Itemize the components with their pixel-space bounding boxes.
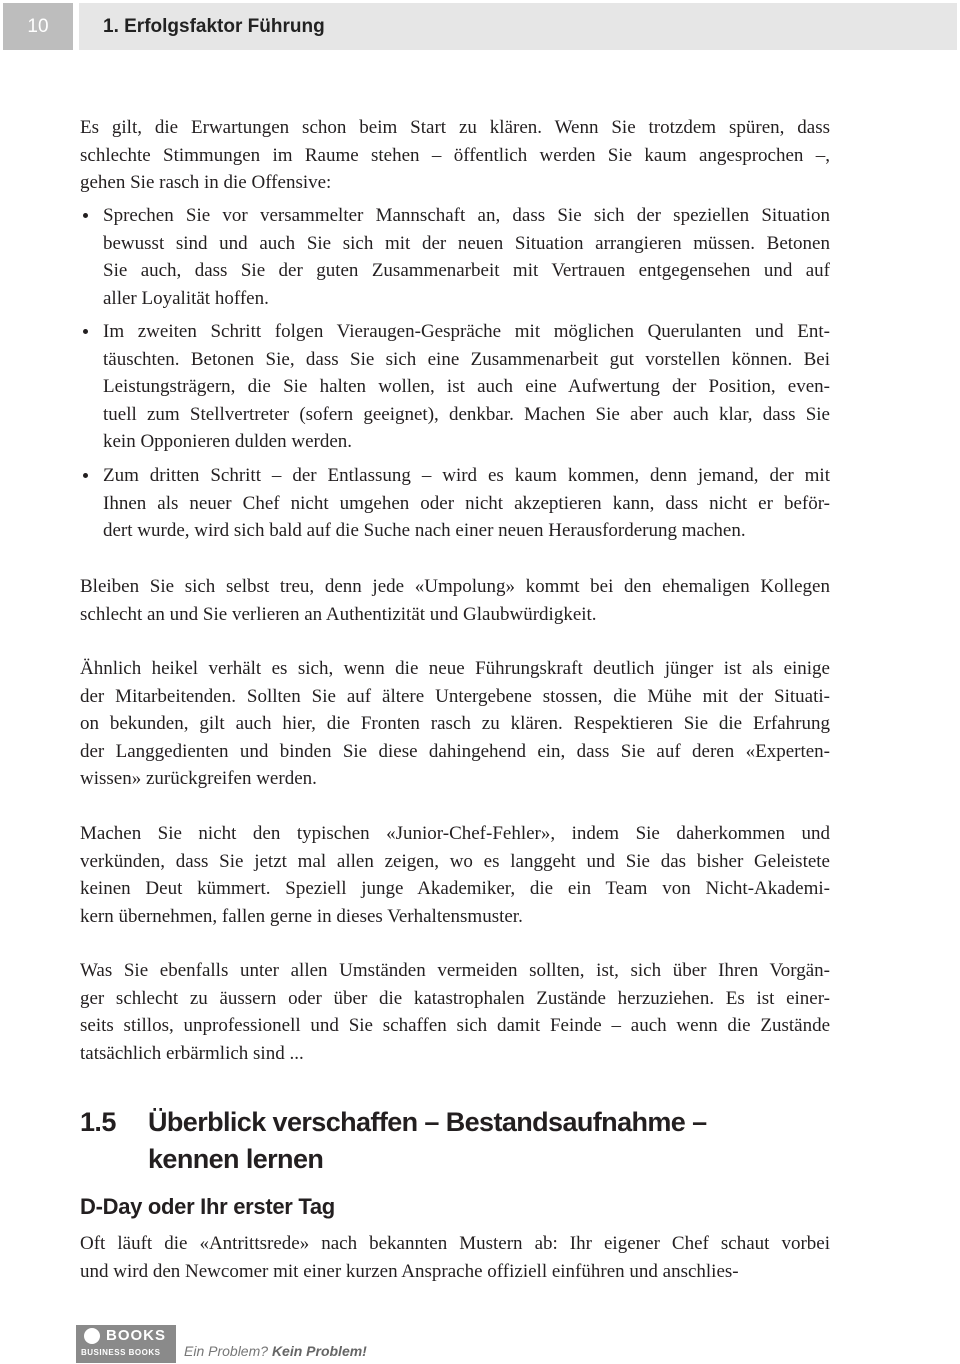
text-line: kern übernehmen, fallen gerne in dieses Verhaltensmuster. <box>80 905 523 927</box>
text-line: Leistungsträgern, die Sie halten wollen, ist auch eine Aufwertung der Position, even- <box>103 376 830 398</box>
footer-slogan <box>184 1343 367 1359</box>
section-title-line: kennen lernen <box>148 1144 324 1174</box>
text-line: Es gilt, die Erwartungen schon beim Start zu klären. Wenn Sie trotzdem spüren, dass <box>80 117 830 138</box>
publisher-logo <box>76 1325 176 1363</box>
text-line: Bleiben Sie sich selbst treu, denn jede «Umpolung» kommt bei den ehemaligen Kollegen <box>80 576 830 597</box>
paragraph <box>80 114 830 197</box>
section-number: 1.5 <box>80 1107 116 1137</box>
section-title-line: Überblick verschaffen – Bestandsaufnahme – <box>148 1107 707 1137</box>
text-line: Oft läuft die «Antrittsrede» nach bekannten Mustern ab: Ihr eigener Chef schaut vorbei <box>80 1233 830 1254</box>
text-line: gehen Sie rasch in die Offensive: <box>80 172 332 194</box>
logo-subtext: BUSINESS BOOKS <box>81 1348 161 1357</box>
bullet-item <box>103 462 830 545</box>
bullet-icon <box>83 213 88 218</box>
paragraph <box>80 1230 830 1285</box>
text-line: verkünden, dass Sie jetzt mal allen zeigen, wo es langgeht und Sie das bisher Geleistete <box>80 850 830 872</box>
text-line: Ihnen als neuer Chef nicht umgehen oder nicht akzeptieren kann, dass nicht er beför- <box>103 492 830 514</box>
text-line: wissen» zurückgreifen werden. <box>80 768 317 790</box>
text-line: aller Loyalität hoffen. <box>103 287 269 309</box>
text-line: der Langgedienten und binden Sie diese dahingehend ein, dass Sie auf deren «Experten- <box>80 740 830 762</box>
bullet-icon <box>83 473 88 478</box>
text-line: dert wurde, wird sich bald auf die Suche nach einer neuen Herausforderung machen. <box>103 520 746 542</box>
running-header: 1. Erfolgsfaktor Führung <box>79 3 957 50</box>
text-line: schlechte Stimmungen im Raume stehen – öffentlich werden Sie kaum angesprochen –, <box>80 144 830 166</box>
text-line: seits stillos, unprofessionell und Sie schaffen sich damit Feinde – auch wenn die Zustände <box>80 1015 830 1037</box>
logo-emblem-icon <box>84 1328 100 1344</box>
text-line: tuell zum Stellvertreter (sofern geeignet), denkbar. Machen Sie aber auch klar, dass Sie <box>103 403 830 425</box>
slogan-answer: Kein Problem! <box>271 1343 367 1359</box>
slogan-question: Ein Problem? <box>184 1343 269 1359</box>
text-line: Machen Sie nicht den typischen «Junior-Chef-Fehler», indem Sie daherkommen und <box>80 823 830 844</box>
text-line: tatsächlich erbärmlich sind ... <box>80 1042 304 1064</box>
logo-text: BOOKS <box>106 1327 167 1344</box>
paragraph <box>80 655 830 793</box>
subheading: D-Day oder Ihr erster Tag <box>80 1194 335 1219</box>
bullet-icon <box>83 329 88 334</box>
text-line: und wird den Newcomer mit einer kurzen Ansprache offiziell einführen und anschlies- <box>80 1260 739 1282</box>
text-line: täuschten. Betonen Sie, dass Sie sich eine Zusammenarbeit gut vorstellen können. Bei <box>103 348 830 370</box>
page-number: 10 <box>3 3 73 50</box>
text-line: bewusst sind und auch Sie sich mit der neuen Situation arrangieren müssen. Betonen <box>103 232 830 254</box>
text-line: keinen Deut kümmert. Speziell junge Akademiker, die ein Team von Nicht-Akademi- <box>80 878 830 900</box>
text-line: ger schlecht zu äussern oder über die katastrophalen Zustände herzuziehen. Es ist einer- <box>80 987 830 1009</box>
text-line: Im zweiten Schritt folgen Vieraugen-Gespräche mit möglichen Querulanten und Ent- <box>103 321 830 342</box>
bullet-item <box>103 318 830 456</box>
text-line: Zum dritten Schritt – der Entlassung – wird es kaum kommen, denn jemand, der mit <box>103 465 830 486</box>
bullet-item <box>103 202 830 312</box>
text-line: kein Opponieren dulden werden. <box>103 431 353 453</box>
text-line: Was Sie ebenfalls unter allen Umständen vermeiden sollten, ist, sich über Ihren Vorgän- <box>80 960 830 981</box>
text-line: der Mitarbeitenden. Sollten Sie auf ältere Untergebene stossen, die Mühe mit der Situati- <box>80 685 830 707</box>
text-line: schlecht an und Sie verlieren an Authentizität und Glaubwürdigkeit. <box>80 603 597 625</box>
text-line: Ähnlich heikel verhält es sich, wenn die neue Führungskraft deutlich jünger ist als einige <box>80 658 830 679</box>
text-line: on bekunden, gilt auch hier, die Fronten rasch zu klären. Respektieren Sie die Erfahrung <box>80 713 830 735</box>
text-line: Sie auch, dass Sie der guten Zusammenarbeit mit Vertrauen entgegensehen und auf <box>103 260 830 282</box>
paragraph <box>80 573 830 628</box>
paragraph <box>80 957 830 1067</box>
text-line: Sprechen Sie vor versammelter Mannschaft an, dass Sie sich der speziellen Situation <box>103 205 830 226</box>
paragraph <box>80 820 830 930</box>
